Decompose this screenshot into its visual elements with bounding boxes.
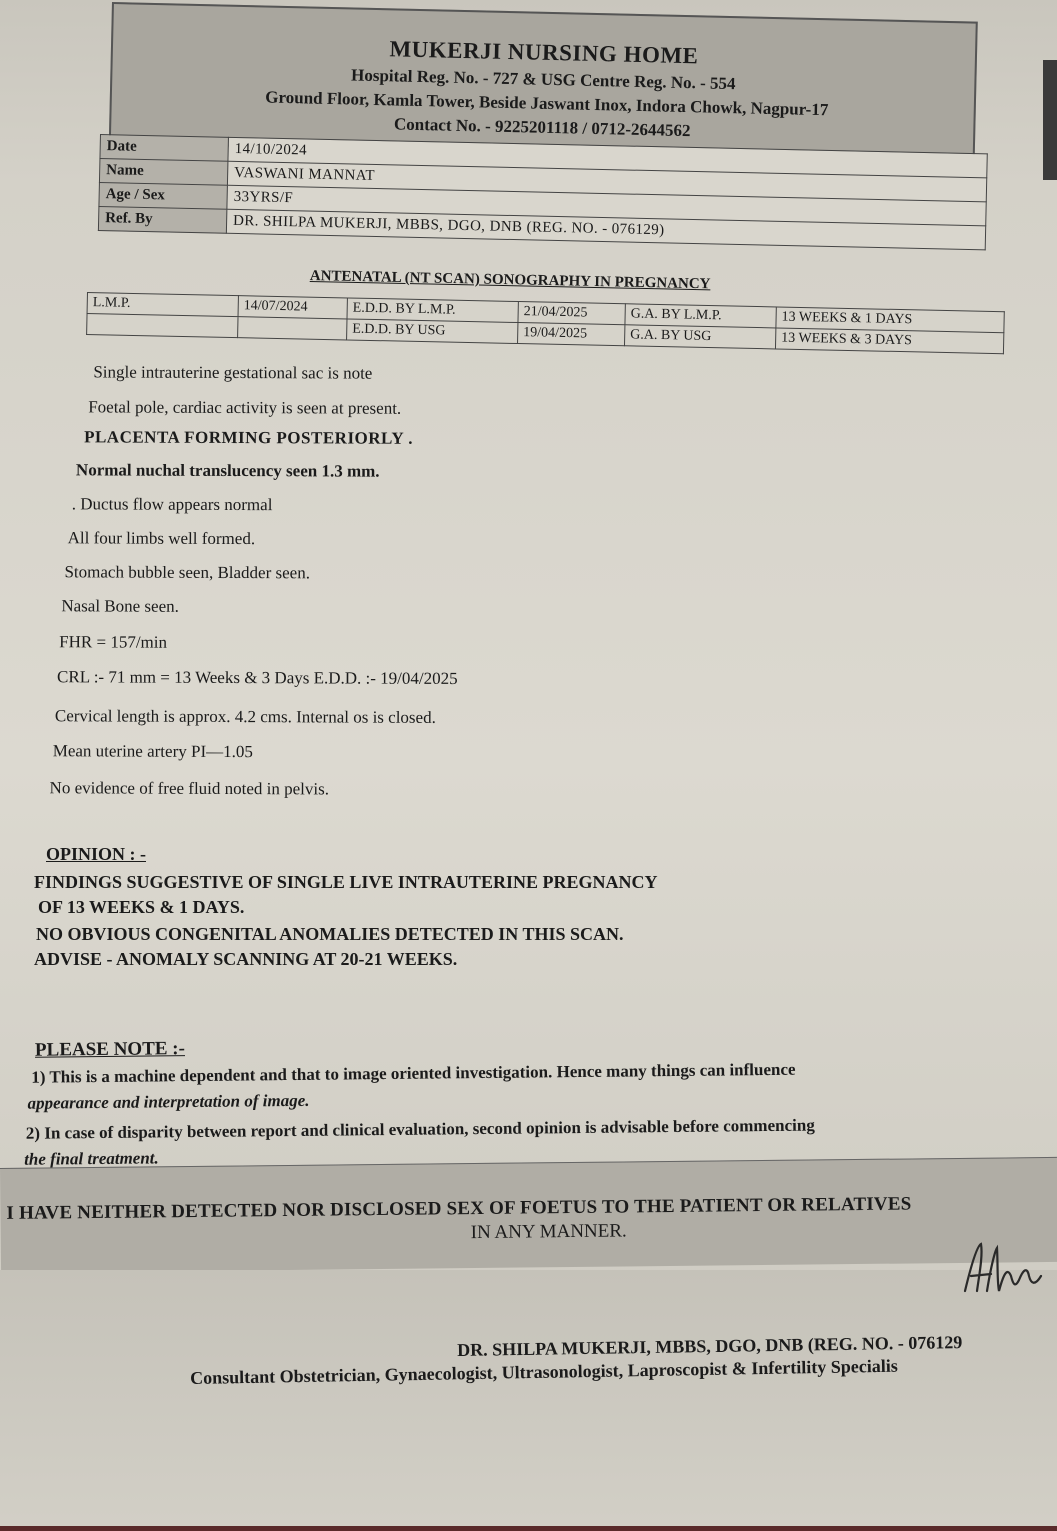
opinion-heading: OPINION : - bbox=[46, 844, 146, 864]
hospital-name: MUKERJI NURSING HOME bbox=[389, 36, 699, 69]
ga-lmp-label: G.A. BY L.M.P. bbox=[625, 304, 776, 328]
finding-line: No evidence of free fluid noted in pelvis. bbox=[49, 778, 330, 799]
edd-usg-label: E.D.D. BY USG bbox=[347, 319, 518, 344]
report-title: ANTENATAL (NT SCAN) SONOGRAPHY IN PREGNANCY bbox=[309, 268, 711, 293]
disclosure-band bbox=[0, 1157, 1057, 1273]
age-value: 33YRS/F bbox=[227, 185, 986, 226]
finding-line: Foetal pole, cardiac activity is seen at present. bbox=[88, 397, 402, 418]
edd-lmp-label: E.D.D. BY L.M.P. bbox=[347, 298, 518, 323]
name-value: VASWANI MANNAT bbox=[227, 161, 986, 202]
ref-label: Ref. By bbox=[98, 206, 226, 233]
doctor-signature bbox=[957, 1236, 1047, 1306]
edd-lmp-value: 21/04/2025 bbox=[518, 302, 625, 325]
contact-line: Contact No. - 9225201118 / 0712-2644562 bbox=[393, 114, 691, 141]
finding-line: PLACENTA FORMING POSTERIORLY . bbox=[84, 427, 414, 448]
ga-usg-label: G.A. BY USG bbox=[624, 325, 775, 349]
finding-line: Mean uterine artery PI—1.05 bbox=[52, 741, 253, 762]
finding-line: Single intrauterine gestational sac is note bbox=[93, 362, 373, 383]
opinion-line: FINDINGS SUGGESTIVE OF SINGLE LIVE INTRAUTERINE PREGNANCY bbox=[34, 872, 658, 892]
lmp-label: L.M.P. bbox=[87, 293, 238, 317]
finding-line: Nasal Bone seen. bbox=[61, 596, 179, 616]
disclosure-line: I HAVE NEITHER DETECTED NOR DISCLOSED SEX OF FOETUS TO THE PATIENT OR RELATIVES bbox=[6, 1193, 912, 1224]
finding-line: Normal nuchal translucency seen 1.3 mm. bbox=[75, 460, 380, 481]
finding-line: All four limbs well formed. bbox=[67, 528, 256, 549]
finding-line: . Ductus flow appears normal bbox=[71, 494, 273, 515]
date-value: 14/10/2024 bbox=[228, 137, 987, 178]
finding-line: Cervical length is approx. 4.2 cms. Internal os is closed. bbox=[54, 706, 436, 727]
note-line: the final treatment. bbox=[24, 1148, 159, 1169]
ga-usg-value: 13 WEEKS & 3 DAYS bbox=[775, 328, 1003, 354]
finding-line: Stomach bubble seen, Bladder seen. bbox=[64, 562, 311, 583]
finding-line: CRL :- 71 mm = 13 Weeks & 3 Days E.D.D. :- 19/04/2025 bbox=[57, 667, 458, 689]
note-line: appearance and interpretation of image. bbox=[27, 1090, 310, 1113]
lmp-value: 14/07/2024 bbox=[238, 296, 347, 319]
disclosure-line: IN ANY MANNER. bbox=[470, 1220, 627, 1244]
footer-area bbox=[0, 1270, 1057, 1526]
opinion-line: ADVISE - ANOMALY SCANNING AT 20-21 WEEKS. bbox=[34, 949, 458, 969]
address-line: Ground Floor, Kamla Tower, Beside Jaswant Inox, Indora Chowk, Nagpur-17 bbox=[265, 87, 829, 120]
name-label: Name bbox=[99, 159, 227, 186]
edd-usg-value: 19/04/2025 bbox=[518, 323, 625, 346]
finding-line: FHR = 157/min bbox=[59, 632, 168, 652]
doctor-designation: Consultant Obstetrician, Gynaecologist, Ultrasonologist, Laproscopist & Infertility Specialis bbox=[190, 1355, 898, 1388]
date-label: Date bbox=[100, 135, 228, 162]
registration-line: Hospital Reg. No. - 727 & USG Centre Reg. No. - 554 bbox=[350, 65, 736, 94]
opinion-line: NO OBVIOUS CONGENITAL ANOMALIES DETECTED IN THIS SCAN. bbox=[36, 924, 624, 944]
doctor-name: DR. SHILPA MUKERJI, MBBS, DGO, DNB (REG. NO. - 076129 bbox=[457, 1332, 963, 1360]
age-label: Age / Sex bbox=[99, 182, 227, 209]
opinion-line: OF 13 WEEKS & 1 DAYS. bbox=[38, 897, 245, 917]
ref-value: DR. SHILPA MUKERJI, MBBS, DGO, DNB (REG. NO. - 076129) bbox=[226, 209, 985, 250]
note-heading: PLEASE NOTE :- bbox=[34, 1038, 186, 1061]
ga-lmp-value: 13 WEEKS & 1 DAYS bbox=[776, 307, 1004, 333]
note-line: 2) In case of disparity between report and clinical evaluation, second opinion is advisable before commencing bbox=[25, 1115, 815, 1143]
note-line: 1) This is a machine dependent and that to image oriented investigation. Hence many things can influence bbox=[31, 1059, 796, 1087]
